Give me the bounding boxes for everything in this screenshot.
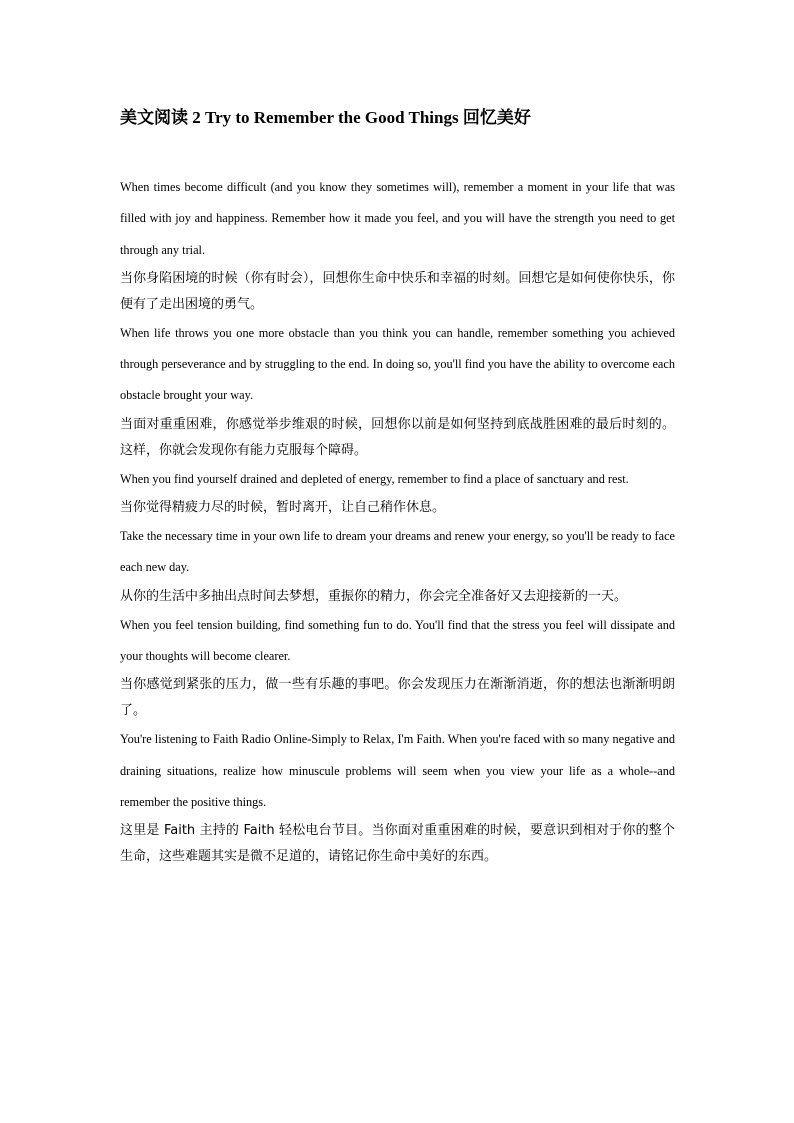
paragraph-english-5: When you feel tension building, find something fun to do. You'll find that the stress you feel will dissipate and your thoughts will become clearer. — [120, 617, 675, 663]
paragraph-chinese-3: 当你觉得精疲力尽的时候，暂时离开，让自己稍作休息。 — [120, 500, 446, 516]
paragraph-english-2: When life throws you one more obstacle than you think you can handle, remember something you achieved through perseverance and by struggling to the end. In doing so, you'll find you have the ability to overcome each obstacle brought your way. — [120, 325, 675, 403]
paragraph-chinese-1: 当你身陷困境的时候（你有时会），回想你生命中快乐和幸福的时刻。回想它是如何使你快乐，你便有了走出困境的勇气。 — [120, 270, 675, 312]
paragraph-chinese-4: 从你的生活中多抽出点时间去梦想，重振你的精力，你会完全准备好又去迎接新的一天。 — [120, 588, 628, 604]
paragraph-chinese-6: 这里是 Faith 主持的 Faith 轻松电台节目。当你面对重重困难的时候，要意识到相对于你的整个生命，这些难题其实是微不足道的，请铭记你生命中美好的东西。 — [120, 823, 675, 865]
paragraph-english-6: You're listening to Faith Radio Online-Simply to Relax, I'm Faith. When you're faced with so many negative and draining situations, realize how minuscule problems will seem when you view your life as a whole--and remember the positive things. — [120, 732, 675, 809]
document-title: 美文阅读 2 Try to Remember the Good Things 回忆美好 — [120, 108, 531, 127]
paragraph-chinese-5: 当你感觉到紧张的压力，做一些有乐趣的事吧。你会发现压力在渐渐消逝，你的想法也渐渐明朗了。 — [120, 677, 675, 719]
paragraph-english-3: When you find yourself drained and depleted of energy, remember to find a place of sanctuary and rest. — [120, 471, 629, 486]
paragraph-english-1: When times become difficult (and you know they sometimes will), remember a moment in your life that was filled with joy and happiness. Remember how it made you feel, and you will have the strength you need to get through any trial. — [120, 180, 675, 257]
article-body — [120, 172, 675, 870]
paragraph-english-4: Take the necessary time in your own life to dream your dreams and renew your energy, so you'll be ready to face each new day. — [120, 529, 675, 575]
paragraph-chinese-2: 当面对重重困难，你感觉举步维艰的时候，回想你以前是如何坚持到底战胜困难的最后时刻的。这样，你就会发现你有能力克服每个障碍。 — [120, 416, 675, 458]
